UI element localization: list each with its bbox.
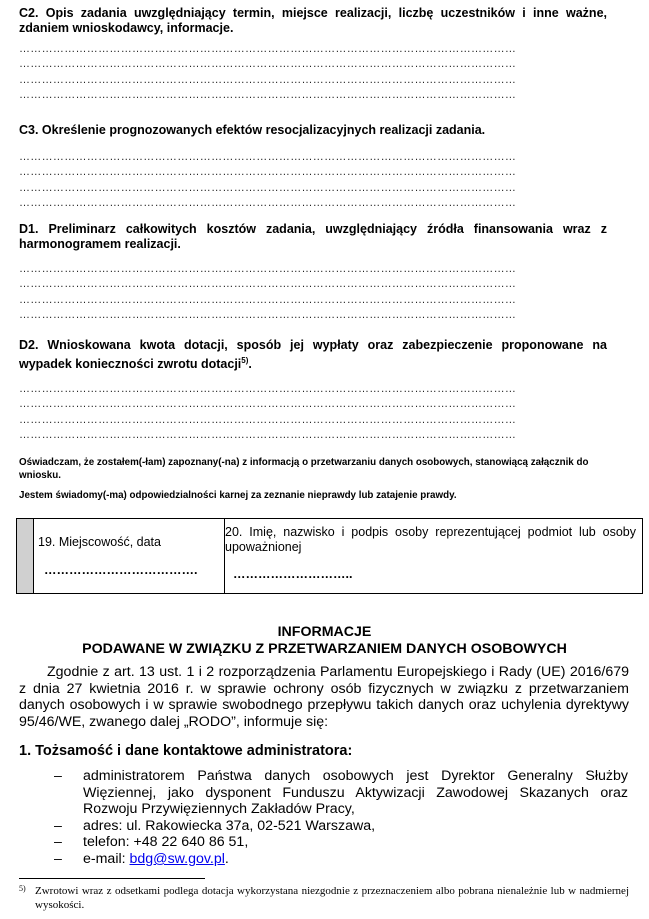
dotted-line[interactable]: …………………………………………………………………………………………………………………… bbox=[19, 278, 517, 291]
dash-bullet: – bbox=[54, 851, 62, 867]
statement-criminal-liability: Jestem świadomy(-ma) odpowiedzialności karnej za zeznanie nieprawdy lub zatajenie prawdy. bbox=[19, 490, 457, 501]
info-title: INFORMACJE bbox=[277, 624, 372, 640]
dotted-line[interactable]: …………………………………………………………………………………………………………………… bbox=[19, 88, 517, 101]
statement-data-processing: Oświadczam, że zostałem(-łam) zapoznany(-na) z informacją o przetwarzaniu danych osobowych, stanowiącą załącznik do wniosku. bbox=[19, 457, 589, 481]
section-d2-heading bbox=[19, 338, 607, 372]
dash-bullet: – bbox=[54, 768, 62, 784]
list-item bbox=[19, 851, 629, 868]
place-date-label: 19. Miejscowość, data bbox=[38, 535, 161, 549]
place-date-input[interactable]: ………………………………. bbox=[44, 563, 198, 577]
info-intro: Zgodnie z art. 13 ust. 1 i 2 rozporządzenia Parlamentu Europejskiego i Rady (UE) 2016/679 z dnia 27 kwietnia 2016 r. w sprawie ochrony osób fizycznych w związku z przetwarzaniem danych osobowych i w sprawie swobodnego przepływu takich danych oraz uchylenia dyrektywy 95/46/WE, zwanego dalej „RODO”, informuje się: bbox=[19, 664, 629, 730]
gray-margin-cell bbox=[17, 519, 34, 594]
dotted-line[interactable]: …………………………………………………………………………………………………………………… bbox=[19, 308, 517, 321]
dash-bullet: – bbox=[54, 834, 62, 850]
signature-cell bbox=[225, 519, 643, 594]
dotted-line[interactable]: …………………………………………………………………………………………………………………… bbox=[19, 151, 517, 163]
dotted-line[interactable]: …………………………………………………………………………………………………………………… bbox=[19, 383, 517, 396]
footnote-ref: 5) bbox=[241, 356, 249, 365]
administrator-heading: 1. Tożsamość i dane kontaktowe administratora: bbox=[19, 743, 353, 759]
section-c2-heading: C2. Opis zadania uwzględniający termin, miejsce realizacji, liczbę uczestników i inne ważne, zdaniem wnioskodawcy, informacje. bbox=[19, 6, 607, 35]
list-item bbox=[19, 818, 629, 835]
dotted-line[interactable]: …………………………………………………………………………………………………………………… bbox=[19, 413, 517, 426]
dotted-line[interactable]: …………………………………………………………………………………………………………………… bbox=[19, 263, 517, 275]
section-d2-heading-end: . bbox=[248, 357, 252, 372]
section-d2-heading-text: D2. Wnioskowana kwota dotacji, sposób jej wypłaty oraz zabezpieczenie proponowane na wypadek konieczności zwrotu dotacji bbox=[19, 338, 607, 372]
info-subtitle: PODAWANE W ZWIĄZKU Z PRZETWARZANIEM DANYCH OSOBOWYCH bbox=[82, 641, 567, 657]
footnote-marker: 5) bbox=[19, 884, 26, 893]
email-prefix: e-mail: bbox=[83, 851, 130, 867]
dotted-line[interactable]: …………………………………………………………………………………………………………………… bbox=[19, 181, 517, 194]
dotted-line[interactable]: …………………………………………………………………………………………………………………… bbox=[19, 196, 517, 209]
signature-input[interactable]: ……………………….. bbox=[233, 567, 353, 581]
signature-table bbox=[16, 518, 643, 594]
dotted-line[interactable]: …………………………………………………………………………………………………………………… bbox=[19, 398, 517, 411]
dotted-line[interactable]: …………………………………………………………………………………………………………………… bbox=[19, 166, 517, 179]
place-date-cell bbox=[34, 519, 225, 594]
list-item bbox=[19, 768, 629, 818]
dotted-line[interactable]: …………………………………………………………………………………………………………………… bbox=[19, 58, 517, 71]
list-item bbox=[19, 834, 629, 851]
dotted-line[interactable]: …………………………………………………………………………………………………………………… bbox=[19, 293, 517, 306]
section-c3 bbox=[19, 123, 607, 211]
section-c2 bbox=[19, 6, 607, 103]
signature-label: 20. Imię, nazwisko i podpis osoby reprezentującej podmiot lub osoby upoważnionej bbox=[225, 525, 636, 554]
email-link[interactable]: bdg@sw.gov.pl bbox=[129, 851, 225, 867]
section-d1-heading: D1. Preliminarz całkowitych kosztów zadania, uwzględniający źródła finansowania wraz z harmonogramem realizacji. bbox=[19, 222, 607, 251]
footnote bbox=[19, 884, 629, 912]
dotted-line[interactable]: …………………………………………………………………………………………………………………… bbox=[19, 43, 517, 55]
email-line bbox=[83, 851, 628, 868]
dotted-line[interactable]: …………………………………………………………………………………………………………………… bbox=[19, 73, 517, 86]
section-d2 bbox=[19, 338, 607, 443]
footnote-divider bbox=[19, 878, 205, 879]
dotted-line[interactable]: …………………………………………………………………………………………………………………… bbox=[19, 429, 517, 442]
address-text: adres: ul. Rakowiecka 37a, 02-521 Warszawa, bbox=[83, 818, 376, 834]
dash-bullet: – bbox=[54, 818, 62, 834]
email-suffix: . bbox=[224, 851, 229, 867]
administrator-text: administratorem Państwa danych osobowych jest Dyrektor Generalny Służby Więziennej, jako dysponent Funduszu Aktywizacji Zawodowej Skazanych oraz Rozwoju Przywięziennych Zakładów Pracy, bbox=[83, 768, 628, 817]
section-d1 bbox=[19, 222, 607, 323]
section-c3-heading: C3. Określenie prognozowanych efektów resocjalizacyjnych realizacji zadania. bbox=[19, 123, 486, 137]
phone-text: telefon: +48 22 640 86 51, bbox=[83, 834, 249, 850]
footnote-text: Zwrotowi wraz z odsetkami podlega dotacja wykorzystana niezgodnie z przeznaczeniem albo pobrana nienależnie lub w nadmiernej wysokości. bbox=[35, 885, 629, 911]
